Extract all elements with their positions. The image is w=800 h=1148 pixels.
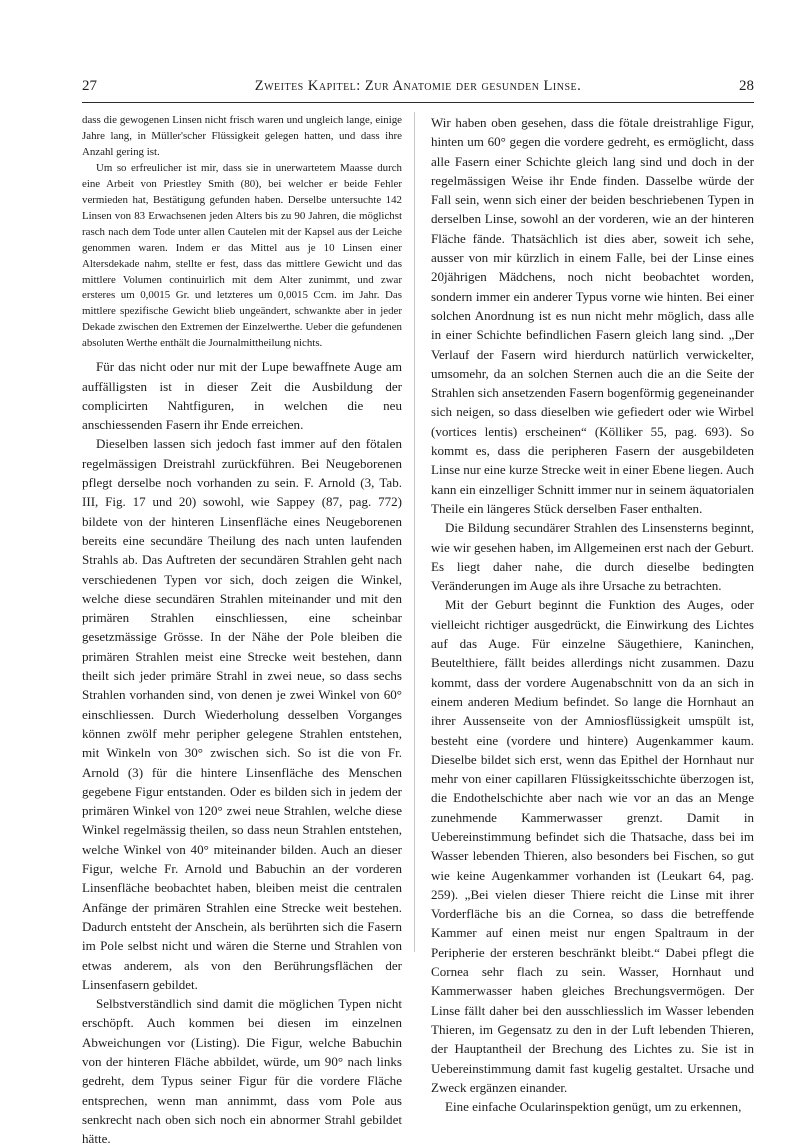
paragraph: Wir haben oben gesehen, dass die fötale dreistrahlige Figur, hinten um 60° gegen die vordere gedreht, es ermöglicht, dass alle Fasern einer Schichte gleich lang sind und doch in der regelmässigen Weise ihr Ende finden. Dasselbe würde der Fall sein, wenn sich einer der beiden beschriebenen Typen in derselben Linse, sowohl an der vorderen, wie an der hinteren Fläche fände. Thatsächlich ist dies aber, soweit ich sehe, ausser von mir kürzlich in einem Falle, bei der Linse eines 20jährigen Mädchens, noch nicht beobachtet worden, sondern immer ein anderer Typus vorne wie hinten. Bei einer solchen Anordnung ist es nun nicht mehr möglich, dass alle in einer Schichte befindlichen Fasern gleich lang sind. „Der Verlauf der Fasern wird hierdurch natürlich verwickelter, umsomehr, da an solchen Sternen auch die an die Seite der Strahlen sich ansetzenden Fasern bogenförmig gegeneinander sich neigen, so dass dieselben wie gefiedert oder wie Wirbel (vortices lentis) erscheinen“ (Kölliker 55, pag. 693). So kommt es, dass die peripheren Fasern der ausgebildeten Linse nur eine kurze Strecke weit in einer Ebene liegen. Auch kann ein einzelliger Schnitt immer nur in seinem äquatorialen Theile ein längeres Stück derselben Faser enthalten. [431, 115, 754, 516]
header-rule [82, 102, 754, 103]
running-title: Zweites Kapitel: Zur Anatomie der gesunden Linse. [254, 78, 582, 94]
left-column [82, 113, 402, 1148]
footnote-block [82, 113, 402, 352]
right-column [431, 113, 754, 1116]
right-page-number: 28 [739, 78, 754, 94]
paragraph: Dieselben lassen sich jedoch fast immer auf den fötalen regelmässigen Dreistrahl zurückführen. Bei Neugeborenen pflegt derselbe noch vorhanden zu sein. F. Arnold (3, Tab. III, Fig. 17 und 20) sowohl, wie Sappey (87, pag. 772) bildete von der hinteren Linsenfläche eines Neugeborenen bereits eine secundäre Theilung des nach unten laufenden Strahls ab. Das Auftreten der secundären Strahlen geht nach verschiedenen Typen vor sich, doch zeigen die Winkel, welche diese secundären Strahlen miteinander und mit den primären Strahlen einschliessen, eine scheinbar gesetzmässige Grösse. In der Nähe der Pole bleiben die primären Strahlen meist eine Strecke weit bestehen, dann theilt sich jeder primäre Strahl in zwei neue, so dass sechs Strahlen vorhanden sind, von denen je zwei Winkel von 60° einschliessen. Durch Wiederholung desselben Vorganges können zwölf mehr peripher gelegene Strahlen entstehen, mit Winkeln von 30° zwischen sich. So ist die von Fr. Arnold (3) für die hintere Linsenfläche des Menschen gegebene Figur entstanden. Oder es bilden sich in jedem der primären Winkel von 120° zwei neue Strahlen, welche diese Winkel regelmässig theilen, so dass neun Strahlen entstehen, welche Winkel von 40° miteinander bilden. Auch an dieser Figur, welche Fr. Arnold und Babuchin an der vorderen Linsenfläche beobachtet haben, bleiben meist die centralen Anfänge der primären Strahlen eine Strecke weit bestehen. Dadurch entsteht der Anschein, als berührten sich die Fasern im Pole selbst nicht und wären die Sterne und Strahlen von etwas anderem, als von den Berührungsflächen der Linsenfasern gebildet. [82, 436, 402, 992]
paragraph: Mit der Geburt beginnt die Funktion des Auges, oder vielleicht richtiger ausgedrückt, die Einwirkung des Lichtes auf das Auge. Für einzelne Säugethiere, Kaninchen, Beutelthiere, fällt beides allerdings nicht zusammen. Dazu kommt, dass der vordere Augenabschnitt von da an sich in einem anderen Medium befindet. So lange die Hornhaut an ihrer Aussenseite von der Amniosflüssigkeit umspült ist, besteht eine (vordere und hintere) Augenkammer kaum. Dieselbe bildet sich erst, wenn das Epithel der Hornhaut nur mehr von einer capillaren Flüssigkeitsschichte überzogen ist, die Endothelschichte aber nach wie vor an das an Menge zunehmende Kammerwasser grenzt. Damit in Uebereinstimmung befindet sich die Thatsache, dass bei im Wasser lebenden Thieren, also besonders bei Fischen, so gut wie keine Augenkammer vorhanden ist (Leukart 64, pag. 259). „Bei vielen dieser Thiere reicht die Linse mit ihrer Vorderfläche bis an die Cornea, so dass die betreffende Kammer auf einen meist nur engen Spaltraum in der Peripherie der ersteren beschränkt bleibt.“ Dabei pflegt die Cornea sehr flach zu sein. Wasser, Hornhaut und Kammerwasser haben gleiches Brechungsvermögen. Der Linse fällt daher bei den ausschliesslich im Wasser lebenden Thieren, im Gegensatz zu den in der Luft lebenden Thieren, der Hauptantheil der Brechung des Lichtes zu. Sie ist in Uebereinstimmung damit fast kugelig gestaltet. Ursache und Zweck ergänzen einander. [431, 597, 754, 1095]
paragraph: Die Bildung secundärer Strahlen des Linsensterns beginnt, wie wir gesehen haben, im Allgemeinen erst nach der Geburt. Es liegt daher nahe, die durch dieselbe bedingten Veränderungen im Auge als ihre Ursache zu betrachten. [431, 520, 754, 594]
small-paragraph: dass die gewogenen Linsen nicht frisch waren und ungleich lange, einige Jahre lang, in Müller'scher Flüssigkeit gelegen hatten, und dass ihre Anzahl gering ist. [82, 114, 402, 158]
paragraph: Eine einfache Ocularinspektion genügt, um zu erkennen, [445, 1099, 742, 1115]
left-page-number: 27 [82, 78, 97, 94]
small-paragraph: Um so erfreulicher ist mir, dass sie in unerwartetem Maasse durch eine Arbeit von Priestley Smith (80), bei welcher er beide Fehler vermieden hat, Bestätigung gefunden haben. Derselbe untersuchte 142 Linsen von 83 Erwachsenen jeden Alters bis zu 90 Jahren, die möglichst rasch nach dem Tode unter allen Cautelen mit der Kapsel aus der Leiche genommen waren. Indem er das Mittel aus je 10 Linsen einer Altersdekade nahm, stellte er fest, dass das mittlere Gewicht und das mittlere Volumen continuirlich mit dem Alter zunimmt, und zwar ersteres um 0,0015 Gr. und letzteres um 0,0015 Ccm. im Jahr. Das mittlere spezifische Gewicht blieb ungeändert, schwankte aber in jeder Dekade zwischen den Extremen der Einzelwerthe. Ueber die gefundenen absoluten Werthe enthält die Journalmittheilung nichts. [82, 161, 402, 350]
body-text [431, 113, 754, 1116]
column-divider [414, 112, 415, 952]
paragraph: Für das nicht oder nur mit der Lupe bewaffnete Auge am auffälligsten ist in dieser Zeit die Ausbildung der complicirten Nahtfiguren, in welchen die neu anschiessenden Fasern ihr Ende erreichen. [82, 359, 402, 433]
body-text [82, 357, 402, 1148]
paragraph: Selbstverständlich sind damit die möglichen Typen nicht erschöpft. Auch kommen bei diesen im einzelnen Abweichungen vor (Listing). Die Figur, welche Babuchin von der hinteren Fläche abbildet, würde, um 90° nach links gedreht, dem Typus seiner Figur für die vordere Fläche entsprechen, wenn man annimmt, dass vom Pole aus senkrecht nach oben sich noch ein abnormer Strahl gebildet hätte. [82, 996, 402, 1147]
running-header [82, 78, 754, 100]
